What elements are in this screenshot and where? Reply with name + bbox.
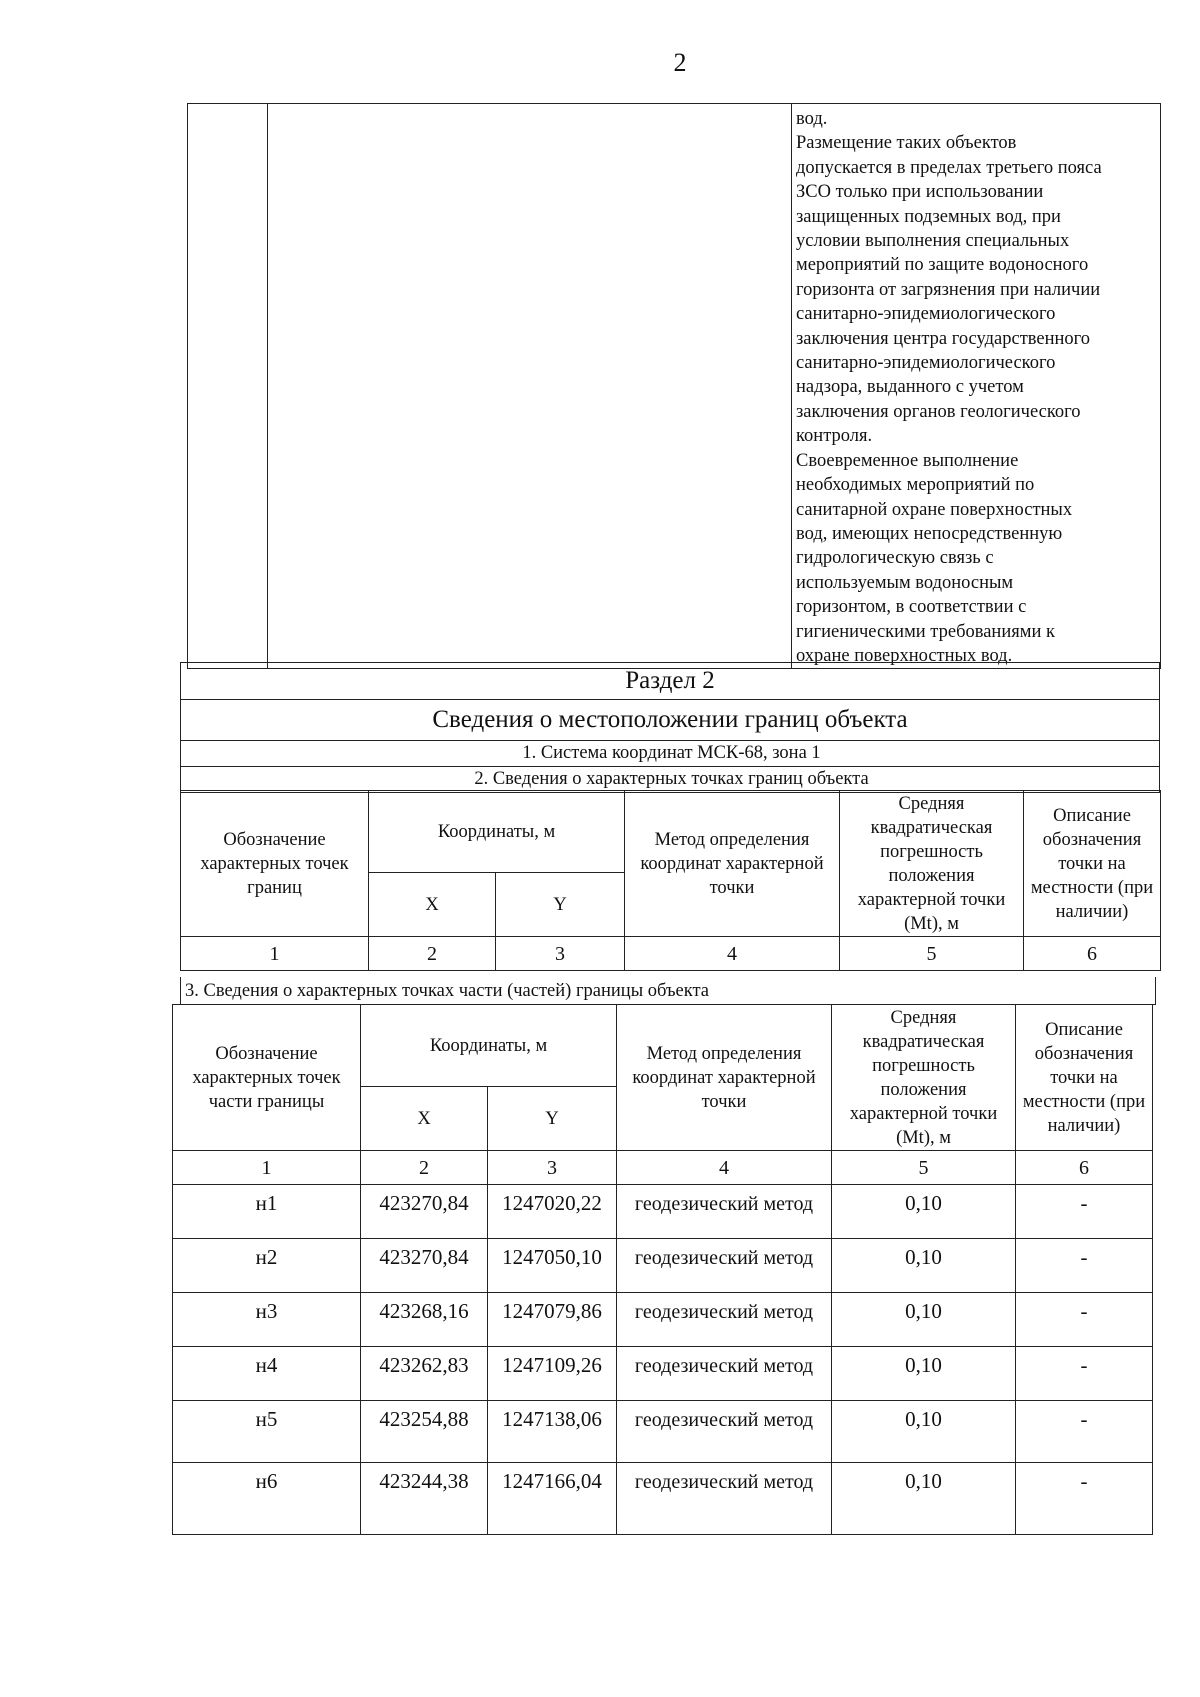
point-x: 423270,84 [361,1239,488,1293]
point-y: 1247138,06 [488,1401,617,1463]
part-points-table [172,1004,1153,1535]
point-y: 1247020,22 [488,1185,617,1239]
point-x: 423262,83 [361,1347,488,1401]
continuation-table [187,103,1161,669]
continuation-cell-2 [268,104,792,669]
coordinate-system-line: 1. Система координат МСК-68, зона 1 [181,741,1160,767]
column-number: 3 [488,1151,617,1185]
column-number: 4 [625,937,840,971]
point-method: геодезический метод [617,1185,832,1239]
point-description: - [1016,1185,1153,1239]
point-description: - [1016,1293,1153,1347]
point-accuracy: 0,10 [832,1401,1016,1463]
boundary-points-heading: 2. Сведения о характерных точках границ объекта [181,767,1160,793]
point-y: 1247166,04 [488,1463,617,1535]
point-description: - [1016,1401,1153,1463]
section-title: Раздел 2 [181,663,1160,700]
point-accuracy: 0,10 [832,1185,1016,1239]
point-method: геодезический метод [617,1463,832,1535]
point-method: геодезический метод [617,1347,832,1401]
continuation-text: вод. Размещение таких объектов допускается в пределах третьего пояса ЗСО только при использовании защищенных подземных вод, при условии выполнения специальных мероприятий по защите водоносного горизонта от загрязнения при наличии санитарно-эпидемиологического заключения центра государственного санитарно-эпидемиологического надзора, выданного с учетом заключения органов геологического контроля. Своевременное выполнение необходимых мероприятий по санитарной охране поверхностных вод, имеющих непосредственную гидрологическую связь с используемым водоносным горизонтом, в соответствии с гигиеническими требованиями к охране поверхностных вод. [796,109,1102,666]
header-x: X [369,873,496,937]
column-number: 6 [1016,1151,1153,1185]
point-description: - [1016,1239,1153,1293]
point-y: 1247109,26 [488,1347,617,1401]
point-name: н6 [173,1463,361,1535]
header-coords: Координаты, м [361,1005,617,1087]
header-description: Описание обозначения точки на местности (при наличии) [1016,1005,1153,1151]
header-accuracy: Средняя квадратическая погрешность положения характерной точки (Mt), м [840,791,1024,937]
header-y: Y [496,873,625,937]
column-number: 2 [369,937,496,971]
point-y: 1247079,86 [488,1293,617,1347]
header-designation: Обозначение характерных точек части границы [173,1005,361,1151]
section-subtitle: Сведения о местоположении границ объекта [181,700,1160,741]
column-number: 1 [173,1151,361,1185]
point-accuracy: 0,10 [832,1347,1016,1401]
point-x: 423268,16 [361,1293,488,1347]
point-name: н3 [173,1293,361,1347]
column-number: 4 [617,1151,832,1185]
header-description: Описание обозначения точки на местности (при наличии) [1024,791,1161,937]
point-method: геодезический метод [617,1239,832,1293]
header-y: Y [488,1087,617,1151]
header-method: Метод определения координат характерной точки [625,791,840,937]
point-method: геодезический метод [617,1293,832,1347]
column-number: 5 [840,937,1024,971]
point-method: геодезический метод [617,1401,832,1463]
point-name: н2 [173,1239,361,1293]
column-number: 2 [361,1151,488,1185]
point-x: 423254,88 [361,1401,488,1463]
continuation-cell-1 [188,104,268,669]
continuation-text-cell [792,104,1161,669]
point-description: - [1016,1463,1153,1535]
point-accuracy: 0,10 [832,1239,1016,1293]
section-header-table [180,662,1160,793]
point-accuracy: 0,10 [832,1293,1016,1347]
header-x: X [361,1087,488,1151]
part-points-heading: 3. Сведения о характерных точках части (частей) границы объекта [180,977,1156,1005]
header-designation: Обозначение характерных точек границ [181,791,369,937]
column-number: 6 [1024,937,1161,971]
point-description: - [1016,1347,1153,1401]
column-number: 3 [496,937,625,971]
boundary-points-table [180,790,1161,971]
point-y: 1247050,10 [488,1239,617,1293]
point-name: н4 [173,1347,361,1401]
column-number: 5 [832,1151,1016,1185]
point-x: 423270,84 [361,1185,488,1239]
header-method: Метод определения координат характерной точки [617,1005,832,1151]
point-accuracy: 0,10 [832,1463,1016,1535]
column-number: 1 [181,937,369,971]
point-name: н5 [173,1401,361,1463]
header-accuracy: Средняя квадратическая погрешность положения характерной точки (Mt), м [832,1005,1016,1151]
page-number: 2 [673,48,687,77]
header-coords: Координаты, м [369,791,625,873]
point-x: 423244,38 [361,1463,488,1535]
point-name: н1 [173,1185,361,1239]
